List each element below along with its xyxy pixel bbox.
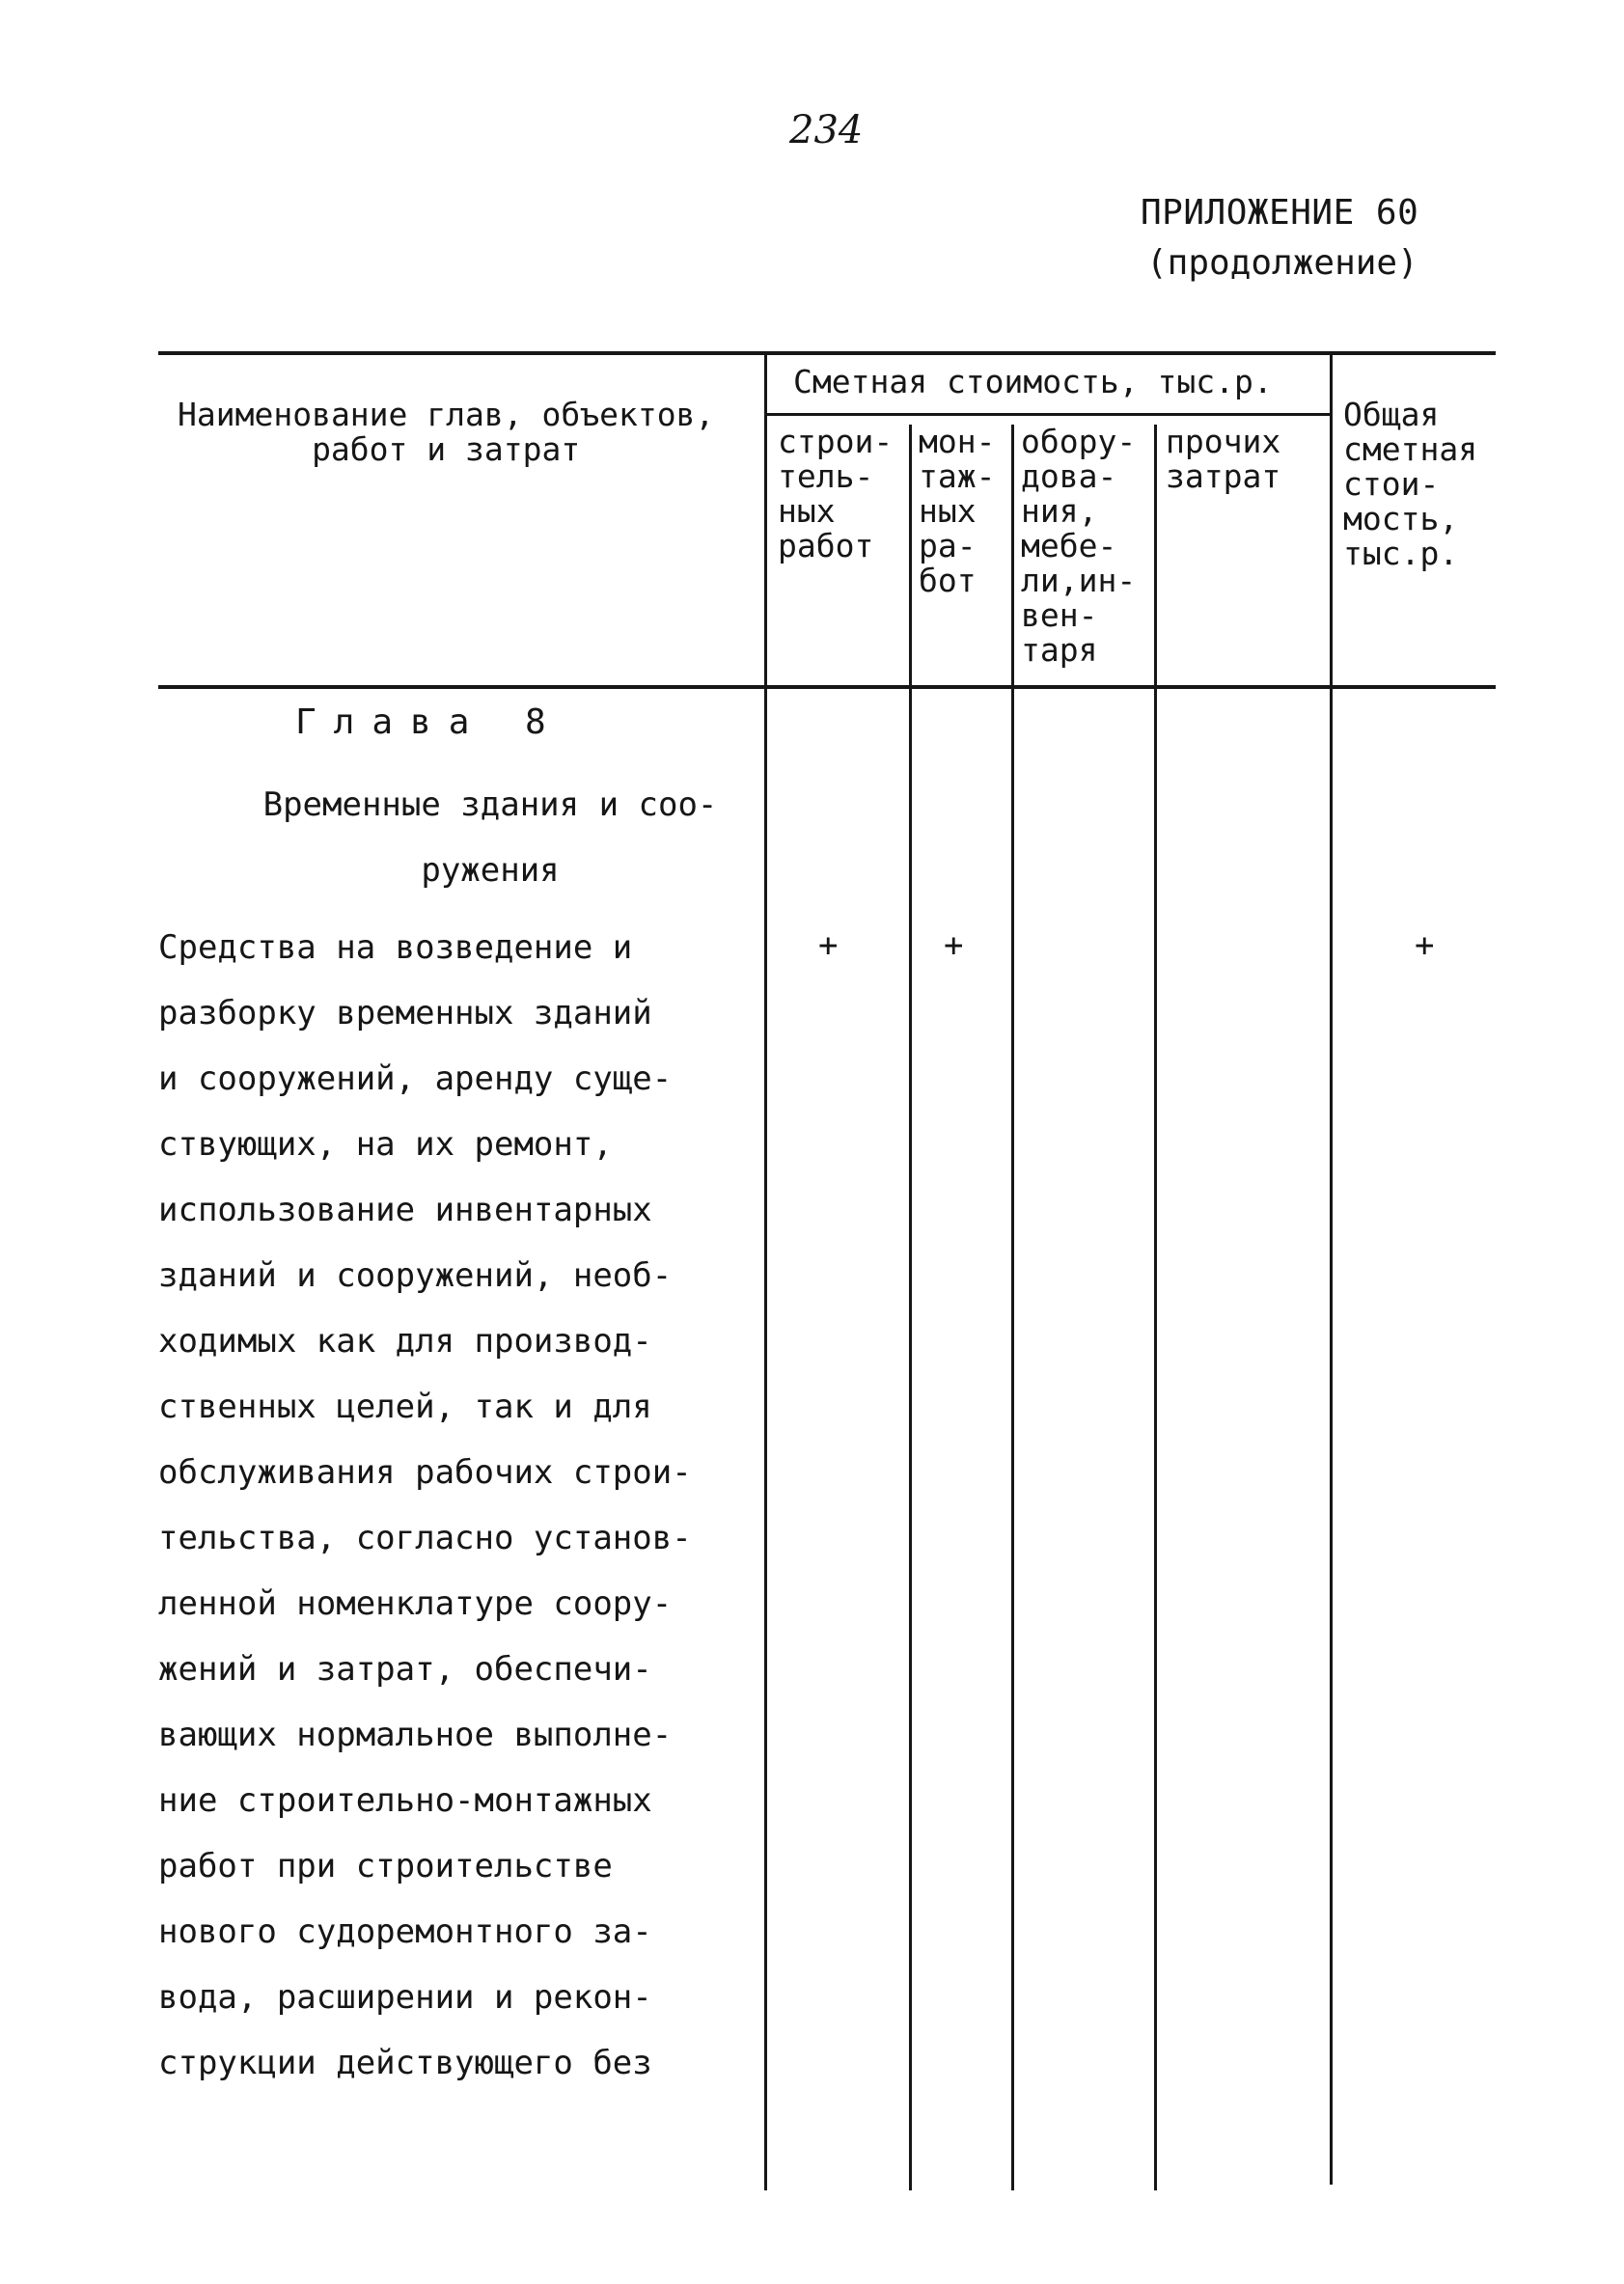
description-line: нового судоремонтного за- — [158, 1913, 652, 1951]
table-top-rule — [158, 351, 1496, 355]
header-equipment: обору- дова- ния, мебе- ли,ин- вен- таря — [1021, 423, 1137, 669]
description-line: тельства, согласно установ- — [158, 1519, 692, 1557]
appendix-continuation: (продолжение) — [1146, 243, 1418, 283]
construction-mark: + — [818, 926, 839, 965]
description-line: работ при строительстве — [158, 1847, 613, 1885]
description-line: ходимых как для производ- — [158, 1322, 652, 1361]
description-line: струкции действующего без — [158, 2044, 652, 2082]
installation-mark: + — [944, 926, 964, 965]
header-other: прочих затрат — [1166, 423, 1281, 495]
description-line: ленной номенклатуре соору- — [158, 1584, 673, 1623]
description-line: вода, расширении и рекон- — [158, 1978, 652, 2017]
header-cost-group: Сметная стоимость, тыс.р. — [793, 363, 1273, 400]
description-text — [158, 915, 708, 2096]
header-installation: мон- таж- ных ра- бот — [919, 423, 996, 599]
chapter-title: Временные здания и соо- ружения — [262, 785, 718, 890]
column-divider-equipment — [1011, 425, 1014, 2190]
header-name-column: Наименование глав, объектов, работ и затрат — [178, 396, 715, 468]
total-mark: + — [1415, 926, 1435, 965]
appendix-label: ПРИЛОЖЕНИЕ 60 — [1141, 193, 1419, 233]
header-bottom-rule — [158, 685, 1496, 689]
description-line: ние строительно-монтажных — [158, 1781, 652, 1820]
column-divider-main — [764, 351, 767, 2190]
page-number: 234 — [789, 108, 864, 152]
description-line: Средства на возведение и — [158, 928, 633, 967]
description-line: вающих нормальное выполне- — [158, 1716, 673, 1754]
description-line: зданий и сооружений, необ- — [158, 1256, 673, 1295]
description-line: и сооружений, аренду суще- — [158, 1059, 673, 1098]
description-line: жений и затрат, обеспечи- — [158, 1650, 652, 1689]
column-divider-installation — [909, 425, 912, 2190]
cost-group-rule — [766, 413, 1330, 416]
column-divider-other — [1154, 425, 1157, 2190]
description-line: использование инвентарных — [158, 1191, 652, 1229]
chapter-label: Глава 8 — [295, 702, 564, 742]
description-line: ствующих, на их ремонт, — [158, 1125, 613, 1164]
column-divider-total — [1330, 351, 1333, 2185]
description-line: разборку временных зданий — [158, 994, 652, 1032]
header-total: Общая сметная стои- мость, тыс.р. — [1343, 396, 1478, 572]
header-construction: строи- тель- ных работ — [778, 423, 894, 564]
description-line: ственных целей, так и для — [158, 1388, 652, 1426]
description-line: обслуживания рабочих строи- — [158, 1453, 692, 1492]
